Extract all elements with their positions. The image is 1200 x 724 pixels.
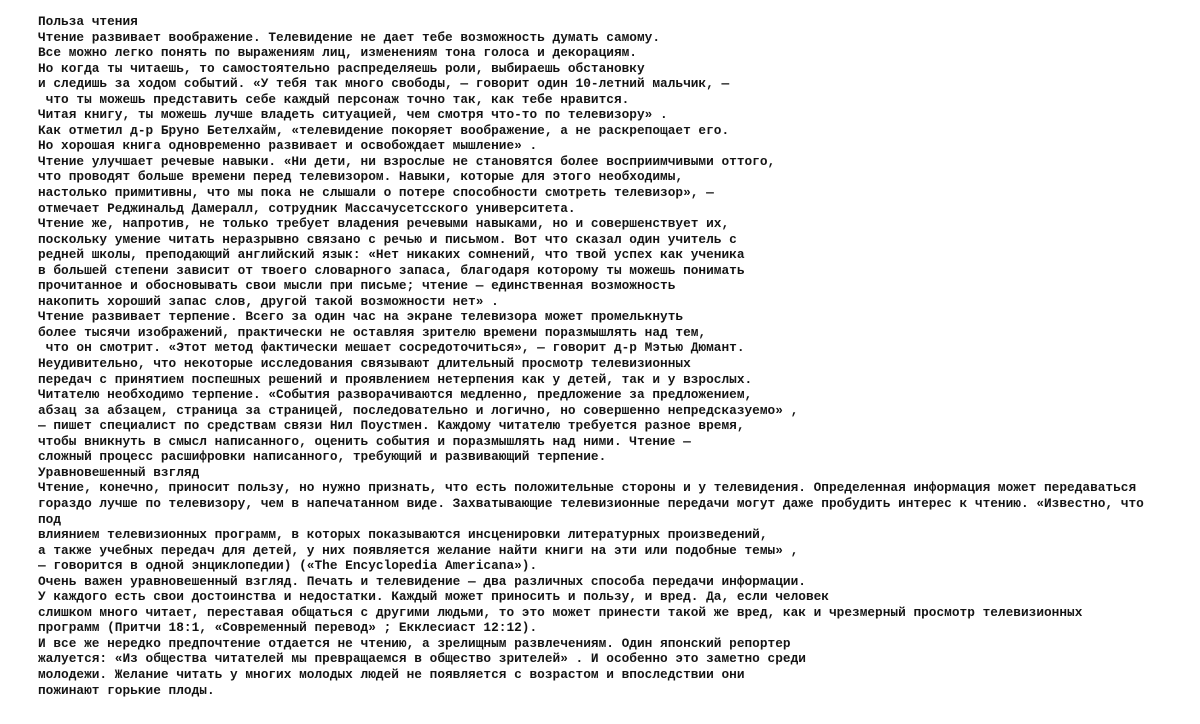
text-line: Читая книгу, ты можешь лучше владеть ситуацией, чем смотря что-то по телевизору» . [38,107,668,123]
text-line: что ты можешь представить себе каждый персонаж точно так, как тебе нравится. [38,91,630,107]
text-line: в большей степени зависит от твоего словарного запаса, благодаря которому ты можешь понимать [38,262,745,278]
text-line: Неудивительно, что некоторые исследования связывают длительный просмотр телевизионных [38,356,691,372]
text-line: сложный процесс расшифровки написанного, требующий и развивающий терпение. [38,449,607,465]
text-line: и следишь за ходом событий. «У тебя так много свободы, — говорит один 10-летний мальчик, — [38,76,730,92]
text-line: редней школы, преподающий английский язык: «Нет никаких сомнений, что твой успех как ученика [38,247,745,263]
text-line: Но когда ты читаешь, то самостоятельно распределяешь роли, выбираешь обстановку [38,60,645,76]
text-line: жалуется: «Из общества читателей мы превращаемся в общество зрителей» . И особенно это заметно среди [38,651,806,667]
text-line: программ (Притчи 18:1, «Современный перевод» ; Екклесиаст 12:12). [38,620,538,636]
text-line: отмечает Реджинальд Дамералл, сотрудник Массачусетсского университета. [38,200,576,216]
text-line: что он смотрит. «Этот метод фактически мешает сосредоточиться», — говорит д-р Мэтью Дюмант. [38,340,745,356]
text-line: под [38,511,62,527]
text-line: а также учебных передач для детей, у них появляется желание найти книги на эти или подобные темы» , [38,542,799,558]
text-line: — пишет специалист по средствам связи Нил Поустмен. Каждому читателю требуется разное время, [38,418,745,434]
text-line: — говорится в одной энциклопедии) («The Encyclopedia Americana»). [38,558,538,574]
text-line: Читателю необходимо терпение. «События разворачиваются медленно, предложение за предложением, [38,387,753,403]
text-line: Как отметил д-р Бруно Бетелхайм, «телевидение покоряет воображение, а не раскрепощает его. [38,122,730,138]
text-line: передач с принятием поспешных решений и проявлением нетерпения как у детей, так и у взрослых. [38,371,753,387]
text-line: Чтение же, напротив, не только требует владения речевыми навыками, но и совершенствует их, [38,216,730,232]
text-line: Чтение развивает терпение. Всего за один час на экране телевизора может промелькнуть [38,309,684,325]
text-line: гораздо лучше по телевизору, чем в напечатанном виде. Захватывающие телевизионные передачи могут даже пробудить интерес к чтению. «Известно, что [38,495,1144,511]
text-line: пожинают горькие плоды. [38,682,215,698]
text-line: поскольку умение читать неразрывно связано с речью и письмом. Вот что сказал один учитель с [38,231,737,247]
document-body [38,14,1200,698]
text-line: Все можно легко понять по выражениям лиц, изменениям тона голоса и декорациям. [38,45,637,61]
text-line: абзац за абзацем, страница за страницей, последовательно и логично, но совершенно непредсказуемо» , [38,402,799,418]
text-line: прочитанное и обосновывать свои мысли при письме; чтение — единственная возможность [38,278,676,294]
text-line: Но хорошая книга одновременно развивает и освобождает мышление» . [38,138,538,154]
text-line: слишком много читает, переставая общаться с другими людьми, то это может принести такой же вред, как и чрезмерный просмотр телевизионных [38,604,1083,620]
text-line: И все же нередко предпочтение отдается не чтению, а зрелищным развлечениям. Один японский репортер [38,635,791,651]
text-line: влиянием телевизионных программ, в которых показываются инсценировки литературных произведений, [38,527,768,543]
text-line: Чтение развивает воображение. Телевидение не дает тебе возможность думать самому. [38,29,661,45]
text-line: молодежи. Желание читать у многих молодых людей не появляется с возрастом и впоследствии они [38,666,745,682]
text-line: настолько примитивны, что мы пока не слышали о потере способности смотреть телевизор», — [38,185,714,201]
text-line: чтобы вникнуть в смысл написанного, оценить события и поразмышлять над ними. Чтение — [38,433,691,449]
text-line: Очень важен уравновешенный взгляд. Печать и телевидение — два различных способа передачи информации. [38,573,806,589]
text-line: что проводят больше времени перед телевизором. Навыки, которые для этого необходимы, [38,169,684,185]
document-title: Польза чтения [38,14,138,29]
text-line: Чтение улучшает речевые навыки. «Ни дети, ни взрослые не становятся более восприимчивыми оттого, [38,153,776,169]
text-line: У каждого есть свои достоинства и недостатки. Каждый может приносить и пользу, и вред. Да, если человек [38,589,829,605]
section-heading: Уравновешенный взгляд [38,464,200,480]
text-line: накопить хороший запас слов, другой такой возможности нет» . [38,293,499,309]
text-line: более тысячи изображений, практически не оставляя зрителю времени поразмышлять над тем, [38,324,707,340]
text-line: Чтение, конечно, приносит пользу, но нужно признать, что есть положительные стороны и у телевидения. Определенная информация может передаваться [38,480,1137,496]
